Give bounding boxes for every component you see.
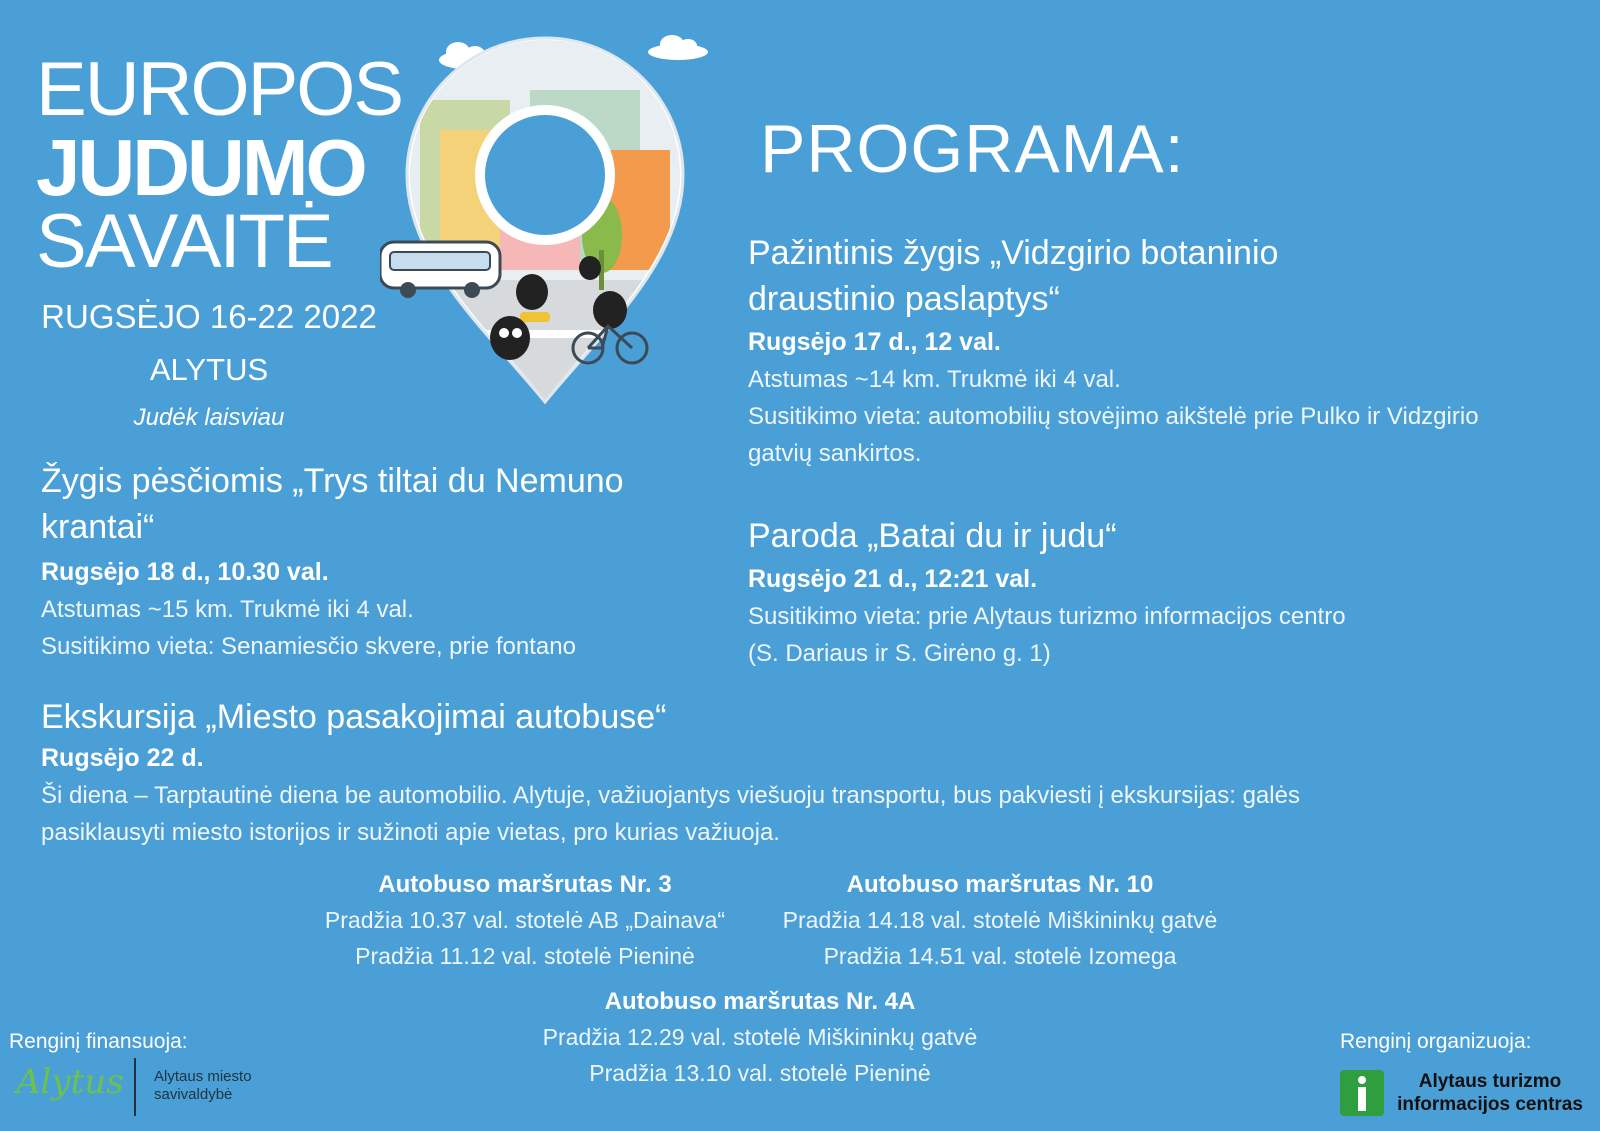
route-stop: Pradžia 13.10 val. stotelė Pieninė [589,1060,931,1086]
event-hike-vidzgiris [748,230,1588,472]
cloud-icon [648,35,708,60]
organizer-name-line: Alytaus turizmo [1418,1071,1562,1092]
event-detail: pasiklausyti miesto istorijos ir sužinoti apie vietas, pro kurias važiuoja. [41,819,780,846]
event-dates: RUGSĖJO 16-22 2022 [41,298,377,335]
event-date: Rugsėjo 18 d., 10.30 val. [41,558,329,586]
organized-by-label: Renginį organizuoja: [1340,1030,1532,1053]
event-exhibition-shoes [748,513,1588,672]
map-pin-illustration [380,30,720,415]
event-date: Rugsėjo 21 d., 12:21 val. [748,565,1038,593]
route-stop: Pradžia 14.18 val. stotelė Miškininkų gatvė [782,907,1218,933]
organizer-logo [1340,1068,1590,1118]
event-title: Žygis pėsčiomis „Trys tiltai du Nemuno [41,462,624,500]
funder-name-line: Alytaus miesto [154,1068,252,1085]
funder-name [154,1068,252,1104]
event-detail: Ši diena – Tarptautinė diena be automobilio. Alytuje, važiuojantys viešuoju transportu, bus pakviesti į ekskursijas: galės [41,782,1300,809]
organizer-name-line: informacijos centras [1397,1094,1583,1115]
route-stop: Pradžia 12.29 val. stotelė Miškininkų gatvė [542,1024,978,1050]
event-title: Ekskursija „Miesto pasakojimai autobuse“ [41,698,667,736]
info-icon [1340,1070,1384,1116]
event-date: Rugsėjo 17 d., 12 val. [748,328,1001,356]
alytus-logo-text: Alytus [16,1062,124,1102]
logo-line-europos: EUROPOS [36,47,403,132]
event-detail: Susitikimo vieta: automobilių stovėjimo aikštelė prie Pulko ir Vidzgirio [748,403,1479,430]
event-title: draustinio paslaptys“ [748,280,1060,318]
logo-line-savaite: SAVAITĖ [36,199,332,284]
route-stop: Pradžia 11.12 val. stotelė Pieninė [355,943,695,969]
event-detail: Atstumas ~14 km. Trukmė iki 4 val. [748,366,1121,393]
funder-name-line: savivaldybė [154,1086,233,1103]
funded-by-label: Renginį finansuoja: [9,1030,188,1053]
bus-route-4a [500,985,1020,1091]
event-detail: Susitikimo vieta: prie Alytaus turizmo informacijos centro [748,603,1346,630]
event-detail: Susitikimo vieta: Senamiesčio skvere, prie fontano [41,633,576,660]
route-title: Autobuso maršrutas Nr. 10 [846,871,1154,898]
logo-divider [134,1058,136,1116]
event-detail: Atstumas ~15 km. Trukmė iki 4 val. [41,596,414,623]
event-title: Paroda „Batai du ir judu“ [748,517,1117,555]
event-date: Rugsėjo 22 d. [41,744,204,772]
event-detail: gatvių sankirtos. [748,440,922,467]
route-stop: Pradžia 10.37 val. stotelė AB „Dainava“ [324,907,726,933]
event-title: Pažintinis žygis „Vidzgirio botaninio [748,234,1279,272]
bus-route-3 [295,868,755,974]
event-slogan: Judėk laisviau [133,404,285,431]
funder-logo [16,1058,266,1118]
event-hike-bridges [41,458,741,665]
event-city: ALYTUS [149,352,269,387]
route-stop: Pradžia 14.51 val. stotelė Izomega [823,943,1177,969]
programa-title: PROGRAMA: [760,111,1185,187]
event-bus-excursion [41,694,1581,851]
route-title: Autobuso maršrutas Nr. 4A [604,988,916,1015]
logo-line-judumo: JUDUMO [36,123,365,212]
event-title: krantai“ [41,508,155,546]
event-detail: (S. Dariaus ir S. Girėno g. 1) [748,640,1051,667]
route-title: Autobuso maršrutas Nr. 3 [378,871,672,898]
bus-route-10 [755,868,1245,974]
organizer-name [1390,1070,1590,1116]
